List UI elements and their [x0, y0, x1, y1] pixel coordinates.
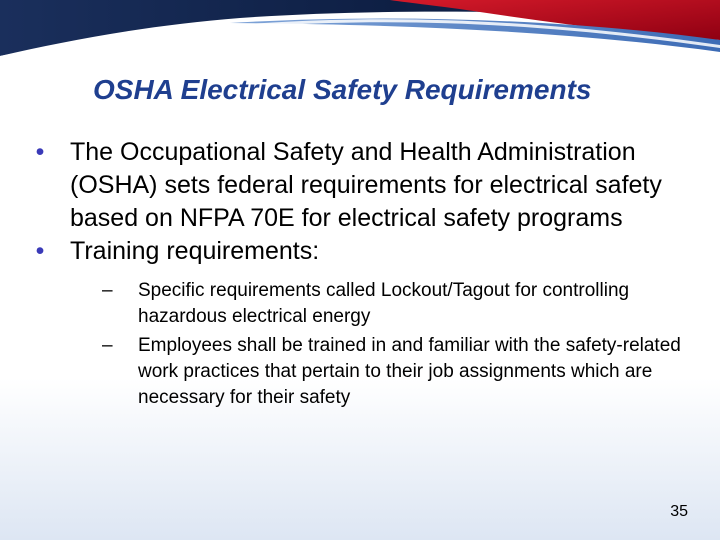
sub-bullet-list: [70, 278, 700, 411]
bullet-item: [30, 235, 700, 411]
sub-bullet-text: Specific requirements called Lockout/Tagout for controlling hazardous electrical energy: [138, 280, 630, 327]
bullet-marker: •: [35, 138, 45, 166]
sub-bullet-item: [102, 278, 700, 330]
bullet-marker: •: [35, 237, 45, 265]
bullet-item: [30, 136, 700, 235]
sub-bullet-text: Employees shall be trained in and familiar with the safety-related work practices that pertain to their job assignments which are necessary for their safety: [138, 335, 681, 408]
slide-title: OSHA Electrical Safety Requirements: [93, 74, 592, 105]
bullet-text: Training requirements:: [70, 237, 320, 265]
sub-bullet-marker: –: [102, 280, 113, 301]
bullet-list: [30, 136, 700, 414]
bullet-text: The Occupational Safety and Health Administration (OSHA) sets federal requirements for electrical safety based on NFPA 70E for electrical safety programs: [70, 138, 662, 232]
page-number: 35: [670, 503, 688, 520]
sub-bullet-item: [102, 333, 700, 411]
sub-bullet-marker: –: [102, 335, 113, 356]
